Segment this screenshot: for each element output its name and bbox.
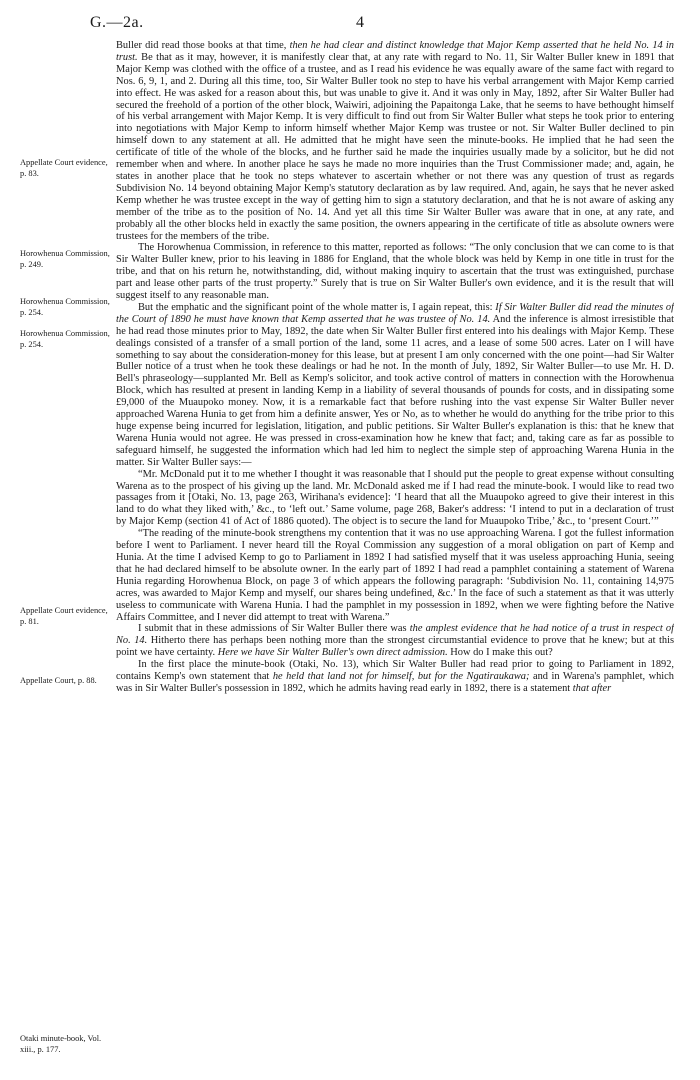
emphasis: Here we have Sir Walter Buller's own direct admission.	[217, 647, 448, 659]
paragraph	[116, 623, 674, 659]
emphasis: then he had clear and distinct knowledge that Major Kemp asserted that he held No. 14 in trust.	[116, 40, 674, 63]
quotation: “The reading of the minute-book strengthens my contention that it was no use approaching Warena. I got the fullest information before I went to Parliament. I never heard till the Royal Commission any suggestion of a moral obligation on part of Kemp and Hunia. At the time I advised Kemp to go to Parliament in 1892 I had satisfied myself that it was useless approaching Hunia, seeing that he had declared himself to be absolute owner. In the early part of 1892 I had read a pamphlet containing a statement of Warena Hunia regarding Horowhenua Block, on page 3 of which appears the following paragraph: ‘Subdivision No. 11, containing 14,975 acres, was awarded to Major Kemp and myself, our shares being undefined, &c.’ In the face of such a statement as that it was utterly useless to communicate with Warena Hunia. I had the pamphlet in my possession in 1892, when we were fighting before the Native Affairs Committee, and I never did attempt to treat with Warena.”	[116, 528, 674, 623]
emphasis: he held that land not for himself, but for the Ngatiraukawa;	[272, 671, 530, 683]
document-reference: G.—2a.	[90, 14, 144, 31]
paragraph-text: Be that as it may, however, it is manifestly clear that, at any rate with regard to No. 11, Sir Walter Buller knew in 1891 that Major Kemp was clothed with the office of a trustee, and as I read his evidence he was equally aware of the same fact with regard to Nos. 6, 9, 1, and 2. During all this time, too, Sir Walter Buller took no step to have his verbal arrangement with Major Kemp carried into effect. He was asked for a reason about this, but was unable to give it. And it was only in May, 1892, after Sir Walter Buller had secured the freehold of a portion of the other block, Waiwiri, adjoining the Papaitonga Lake, that he seems to have bethought himself of his verbal arrangement with Major Kemp. It is very difficult to find out from Sir Walter Buller what steps he took prior to entering into negotiations with Major Kemp to inform himself whether Major Kemp was trustee or not. Sir Walter Buller declined to pin himself down to any statement at all. He admitted that he might have seen the minute-books. He implied that he had seen the certificate of title of the whole of the blocks, and he further said he made the inquiries usually made by a solicitor, but he did not remember when and where. In another place he says he made no more inquiries than the Trust Commissioner made; and, again, he states in another place that he took no steps whatever to ascertain whether or not there was any question of trust as regards Subdivision No. 14 beyond obtaining Major Kemp's statutory declaration as by law required. And, again, he says that he never asked Kemp whether he was trustee except in the way of getting him to sign a statutory declaration, and that he is not aware of asking any member of the tribe as to the position of No. 14. And yet all this time Sir Walter Buller was aware that in one, at any rate, and probably all the other blocks held in exactly the same position, the owners appearing in the certificate of title as absolute owners were trustees for the members of the tribe.	[116, 51, 674, 242]
margin-note: Horowhenua Commission, p. 249.	[20, 249, 110, 269]
emphasis: If Sir Walter Buller did read the minutes of the Court of 1890 he must have known that Kemp asserted that he was trustee of No. 14.	[116, 301, 674, 325]
margin-note: Horowhenua Commission, p. 254.	[20, 329, 110, 349]
emphasis: the amplest evidence that he had notice of a trust in respect of No. 14.	[116, 623, 674, 647]
paragraph-text: In the first place the minute-book (Otaki, No. 13), which Sir Walter Buller had read prior to going to Parliament in 1892, contains Kemp's own statement that	[116, 659, 674, 683]
paragraph	[116, 659, 674, 695]
margin-note: Appellate Court evidence, p. 83.	[20, 158, 108, 178]
paragraph-text: But the emphatic and the significant point of the whole matter is, I again repeat, this:	[138, 301, 496, 313]
paragraph	[116, 302, 674, 469]
page-number: 4	[356, 14, 364, 31]
paragraph-text: and in Warena's pamphlet, which was in Sir Walter Buller's possession in 1892, which he admits having read early in 1892, there is a statement	[116, 671, 674, 694]
paragraph: The Horowhenua Commission, in reference to this matter, reported as follows: “The only conclusion that we can come to is that Sir Walter Buller knew, prior to his leaving in 1886 for England, that the whole block was held by Kemp in one title in trust for the tribe, and that on his return he, notwithstanding, did, without making inquiry to ascertain that the trust was extinguished, purchase part and lease other parts of the trust property.” Surely that is true on Sir Walter Buller's own evidence, and it is the result that will suggest itself to any reasonable man.	[116, 242, 674, 302]
paragraph-text: How do I make this out?	[447, 647, 553, 659]
page-header	[0, 14, 700, 38]
margin-note: Otaki minute-book, Vol. xiii., p. 177.	[20, 1034, 102, 1054]
paragraph-text: Hitherto there has perhaps been nothing more than the strongest circumstantial evidence to prove that he knew; but at this point we have certainty.	[116, 635, 674, 659]
paragraph-text: And the inference is almost irresistible that he had read those minutes prior to May, 1892, the date when Sir Walter Buller first entered into his dealings with Major Kemp. These dealings consisted of a transfer of a small portion of the land, some 11 acres, and a lease of some 500 acres. Later on I will have something to say about the consideration-money for this lease, but at present I am only concerned with the one point—had Sir Walter Buller notice of a trust when he took these dealings or had he not. In the month of July, 1892, Sir Walter Buller—to use Mr. H. D. Bell's phraseology—supplanted Mr. Bell as Kemp's solicitor, and took active control of matters in connection with the Horowhenua Block, which has resulted at present in landing Kemp in a liability of several thousands of pounds for costs, and in dissipating some £9,000 of the Muaupoko money. Now, it is a remarkable fact that before rushing into the vast expense Sir Walter Buller never approached Warena Hunia to get from him a definite answer, Yes or No, as to whether he would do anything for the tribe prior to this huge expense being incurred for legislation, litigation, and public petitions. Sir Walter Buller's explanation is this: that he knew that Warena Hunia would not agree. He was pressed in cross-examination how he knew that fact; and, taking care as far as possible to safeguard himself, he suggested the information which had led him to neglect the simple step of approaching Warena Hunia in the matter. Sir Walter Buller says:—	[116, 313, 674, 468]
emphasis: that after	[572, 682, 612, 694]
paragraph-text: I submit that in these admissions of Sir Walter Buller there was	[138, 623, 410, 635]
margin-notes	[20, 38, 112, 1078]
paragraph	[116, 40, 674, 242]
margin-note: Horowhenua Commission, p. 254.	[20, 297, 110, 317]
document-body	[116, 40, 674, 1075]
margin-note: Appellate Court evidence, p. 81.	[20, 606, 108, 626]
paragraph-text: Buller did read those books at that time,	[116, 40, 290, 51]
margin-note: Appellate Court, p. 88.	[20, 676, 97, 685]
quotation: “Mr. McDonald put it to me whether I thought it was reasonable that I should put the people to great expense without consulting Warena as to the prospect of his giving up the land. Mr. McDonald asked me if I had read the minute-book. I would like to read two passages from it [Otaki, No. 13, page 263, Wirihana's evidence]: ‘I heard that all the Muaupoko agreed to give their interest in this land to do what they liked with,’ &c., to ‘left out.’ Same volume, page 268, Baker's address: ‘I intend to put in a declaration of trust by Major Kemp (section 41 of Act of 1886 quoted). The object is to secure the land for Muaupoko Tribe,’ &c., to ‘present Court.’”	[116, 468, 674, 528]
